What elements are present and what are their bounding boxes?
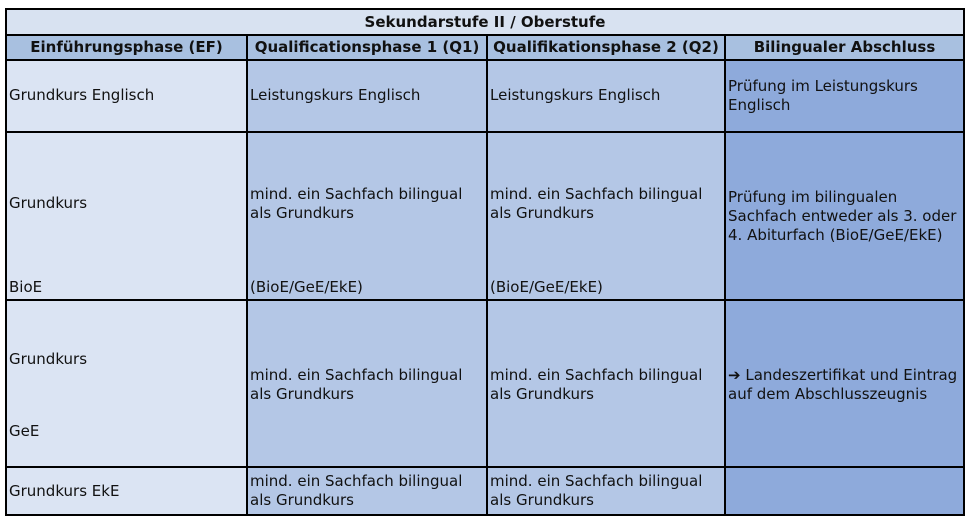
row1-q2-text: Leistungskurs Englisch: [490, 86, 661, 104]
row1-abschluss-cell: [726, 61, 963, 133]
row2-ef-cell: [7, 133, 248, 301]
row2-q1-bottom-text: (BioE/GeE/EkE): [250, 278, 363, 296]
row2-q1-top-text: mind. ein Sachfach bilingual als Grundkurs: [250, 185, 463, 222]
row1-abschluss-text: Prüfung im Leistungskurs Englisch: [728, 77, 918, 114]
row3-abschluss-cell: [726, 301, 963, 468]
row4-ef-cell: [7, 468, 248, 514]
row3-q1-cell: [248, 301, 488, 468]
header-q2: Qualifikationsphase 2 (Q2): [488, 36, 726, 61]
oberstufe-table: [5, 8, 965, 516]
header-ef: Einführungsphase (EF): [7, 36, 248, 61]
row2-q2-top-text: mind. ein Sachfach bilingual als Grundkurs: [490, 185, 703, 222]
row4-q1-cell: [248, 468, 488, 514]
row2-ef-top-text: Grundkurs: [9, 194, 88, 212]
row2-abschluss-cell: [726, 133, 963, 301]
table-title: Sekundarstufe II / Oberstufe: [7, 10, 963, 36]
header-abschluss: Bilingualer Abschluss: [726, 36, 963, 61]
row4-q2-cell: [488, 468, 726, 514]
row1-q1-cell: [248, 61, 488, 133]
row3-q2-text: mind. ein Sachfach bilingual als Grundkurs: [490, 366, 703, 403]
row3-q2-cell: [488, 301, 726, 468]
row4-q1-text: mind. ein Sachfach bilingual als Grundkurs: [250, 472, 463, 509]
row4-ef-text: Grundkurs EkE: [9, 482, 120, 500]
row2-ef-bottom-text: BioE: [9, 278, 43, 296]
row4-q2-text: mind. ein Sachfach bilingual als Grundkurs: [490, 472, 703, 509]
header-q1: Qualificationsphase 1 (Q1): [248, 36, 488, 61]
row2-abschluss-text: Prüfung im bilingualen Sachfach entweder als 3. oder 4. Abiturfach (BioE/GeE/EkE): [728, 188, 957, 244]
row3-ef-cell: [7, 301, 248, 468]
row3-ef-top-text: Grundkurs: [9, 350, 88, 368]
row1-ef-text: Grundkurs Englisch: [9, 86, 155, 104]
row3-q1-text: mind. ein Sachfach bilingual als Grundkurs: [250, 366, 463, 403]
row4-abschluss-cell: [726, 468, 963, 514]
row1-q1-text: Leistungskurs Englisch: [250, 86, 421, 104]
row1-ef-cell: [7, 61, 248, 133]
row1-q2-cell: [488, 61, 726, 133]
row2-q1-cell: [248, 133, 488, 301]
row3-abschluss-text: ➔ Landeszertifikat und Eintrag auf dem Abschlusszeugnis: [728, 366, 958, 403]
row2-q2-cell: [488, 133, 726, 301]
row2-q2-bottom-text: (BioE/GeE/EkE): [490, 278, 603, 296]
row3-ef-bottom-text: GeE: [9, 422, 40, 440]
